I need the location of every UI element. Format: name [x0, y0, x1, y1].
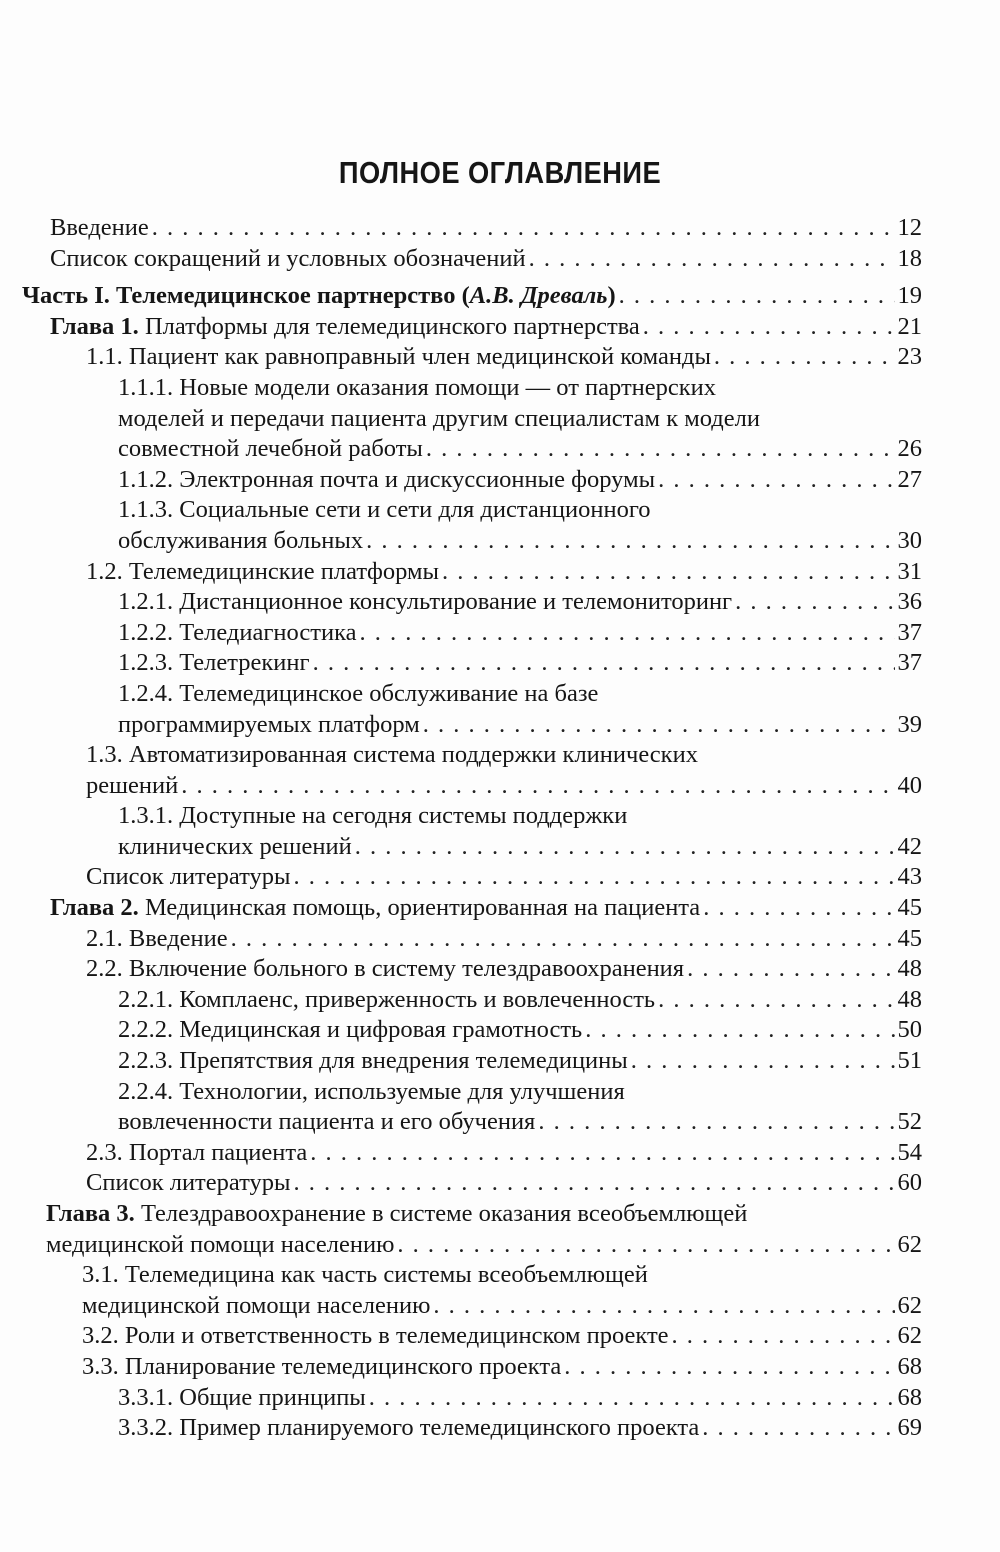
part-paren-close: )	[607, 282, 616, 310]
toc-entry	[0, 679, 1000, 740]
toc-entry	[0, 893, 1000, 924]
toc-entry	[0, 1321, 1000, 1352]
entry-text: Пример планируемого телемедицинского проекта	[179, 1414, 700, 1442]
dot-leader	[426, 434, 895, 465]
dot-leader	[369, 1383, 895, 1414]
dot-leader	[293, 1168, 894, 1199]
entry-text: медицинской помощи населению	[46, 1230, 395, 1258]
page-number: 37	[897, 618, 922, 646]
toc-entry	[0, 740, 1000, 801]
entry-text: Список литературы	[86, 863, 291, 891]
dot-leader	[231, 924, 895, 955]
entry-number: 1.3.1.	[118, 802, 174, 830]
page-number: 12	[897, 214, 922, 241]
entry-title	[86, 342, 711, 373]
entry-number: 1.2.	[86, 557, 123, 585]
page-number: 50	[897, 1016, 922, 1044]
page-number: 52	[897, 1108, 922, 1136]
toc-entry	[0, 373, 1000, 465]
entry-text: моделей и передачи пациента другим специалистам к модели	[118, 404, 760, 432]
toc-line	[0, 526, 1000, 557]
entry-number: 1.3.	[86, 741, 123, 769]
entry-title	[82, 1352, 561, 1383]
dot-leader	[714, 342, 895, 373]
dot-leader	[735, 587, 894, 618]
page-number: 62	[897, 1291, 922, 1319]
toc-line	[0, 954, 1000, 985]
dot-leader	[181, 771, 894, 802]
entry-title	[118, 404, 760, 435]
entry-number: 2.2.2.	[118, 1016, 174, 1044]
toc-entry	[0, 1199, 1000, 1260]
entry-text: Планирование телемедицинского проекта	[124, 1352, 562, 1380]
dot-leader	[702, 1413, 894, 1444]
entry-text: Общие принципы	[179, 1383, 366, 1411]
toc-line	[0, 1352, 1000, 1383]
entry-title	[118, 985, 655, 1016]
table-of-contents	[0, 213, 1000, 1444]
toc-line	[0, 342, 1000, 373]
toc-line	[0, 404, 1000, 435]
entry-text: Дистанционное консультирование и телемониторинг	[179, 588, 733, 616]
toc-line	[0, 1383, 1000, 1414]
part-author: А.В. Древаль	[469, 282, 608, 310]
entry-title	[118, 1015, 582, 1046]
entry-title	[118, 832, 352, 863]
page-number: 68	[897, 1352, 922, 1380]
entry-title	[118, 587, 732, 618]
toc-line	[0, 1107, 1000, 1138]
entry-number: Глава 2.	[50, 894, 139, 922]
page-number: 30	[897, 526, 922, 554]
toc-line	[0, 244, 1000, 275]
entry-text: Теледиагностика	[179, 618, 357, 646]
toc-line	[0, 312, 1000, 343]
entry-text: Социальные сети и сети для дистанционного	[179, 496, 651, 524]
entry-title	[118, 526, 363, 557]
entry-title: Список сокращений и условных обозначений	[50, 244, 526, 272]
entry-text: Доступные на сегодня системы поддержки	[179, 802, 628, 830]
entry-title	[86, 557, 439, 588]
toc-line	[0, 281, 1000, 312]
entry-number: 1.1.	[86, 343, 123, 371]
entry-text: Автоматизированная система поддержки клинических	[128, 741, 698, 769]
toc-entry-part	[0, 281, 1000, 312]
toc-entry	[0, 587, 1000, 618]
toc-entry	[0, 954, 1000, 985]
page-number: 36	[897, 588, 922, 616]
entry-number: 1.2.1.	[118, 588, 174, 616]
toc-line	[0, 1138, 1000, 1169]
toc-line	[0, 1199, 1000, 1230]
entry-title	[86, 771, 178, 802]
entry-text: Электронная почта и дискуссионные форумы	[179, 465, 656, 493]
entry-title: Введение	[50, 214, 149, 241]
entry-number: Глава 1.	[50, 312, 139, 340]
dot-leader	[687, 954, 894, 985]
entry-number: 1.1.2.	[118, 465, 174, 493]
entry-text: Пациент как равноправный член медицинской команды	[128, 343, 711, 371]
toc-line	[0, 1015, 1000, 1046]
entry-number: 2.3.	[86, 1138, 123, 1166]
toc-entry	[0, 312, 1000, 343]
entry-number: 2.2.	[86, 955, 123, 983]
dot-leader	[672, 1321, 895, 1352]
entry-text: Портал пациента	[128, 1138, 308, 1166]
entry-number: 2.2.4.	[118, 1077, 174, 1105]
entry-text: Медицинская и цифровая грамотность	[179, 1016, 583, 1044]
entry-title	[118, 1383, 366, 1414]
dot-leader	[442, 557, 895, 588]
entry-text: Роли и ответственность в телемедицинском проекте	[124, 1322, 669, 1350]
toc-line	[0, 434, 1000, 465]
entry-text: решений	[86, 771, 179, 799]
toc-line	[0, 710, 1000, 741]
toc-entry	[0, 1352, 1000, 1383]
dot-leader	[703, 893, 894, 924]
toc-line	[0, 893, 1000, 924]
entry-title	[46, 1199, 747, 1230]
entry-title	[86, 954, 684, 985]
dot-leader	[310, 1138, 894, 1169]
toc-entry	[0, 1383, 1000, 1414]
toc-entry	[0, 1168, 1000, 1199]
dot-leader	[619, 281, 895, 312]
toc-entry	[0, 1015, 1000, 1046]
toc-entry	[0, 557, 1000, 588]
entry-title	[118, 1413, 699, 1444]
entry-number: 1.1.1.	[118, 373, 174, 401]
page-number: 51	[897, 1047, 922, 1075]
page-number: 62	[897, 1322, 922, 1350]
dot-leader	[529, 244, 895, 275]
toc-line	[0, 465, 1000, 496]
entry-text: Телемедицинское обслуживание на базе	[179, 679, 599, 707]
page-number: 26	[897, 435, 922, 463]
entry-text: Новые модели оказания помощи — от партнерских	[179, 373, 717, 401]
toc-line	[0, 985, 1000, 1016]
toc-entry	[0, 1260, 1000, 1321]
entry-text: Медицинская помощь, ориентированная на пациента	[144, 894, 701, 922]
dot-leader	[658, 985, 894, 1016]
toc-entry	[0, 1138, 1000, 1169]
toc-line	[0, 1413, 1000, 1444]
entry-title	[118, 1046, 628, 1077]
toc-entry	[0, 1413, 1000, 1444]
entry-number: Глава 3.	[46, 1200, 135, 1227]
entry-text: Включение больного в систему телездравоохранения	[128, 955, 685, 983]
entry-title	[118, 495, 651, 526]
entry-title	[118, 710, 420, 741]
toc-line	[0, 862, 1000, 893]
page-title: ПОЛНОЕ ОГЛАВЛЕНИЕ	[338, 155, 662, 190]
dot-leader	[585, 1015, 894, 1046]
entry-text: Платформы для телемедицинского партнерства	[144, 312, 640, 340]
page-number: 54	[897, 1138, 922, 1166]
entry-title	[118, 434, 423, 465]
page-number: 62	[897, 1230, 922, 1258]
entry-text: Технологии, используемые для улучшения	[179, 1077, 625, 1105]
entry-title	[118, 679, 598, 710]
toc-line	[0, 1260, 1000, 1291]
toc-line	[0, 740, 1000, 771]
entry-title	[46, 1230, 394, 1261]
toc-entries	[0, 312, 1000, 1444]
page-number: 37	[897, 649, 922, 677]
entry-number: 3.1.	[82, 1261, 119, 1289]
toc-line	[0, 679, 1000, 710]
entry-text: совместной лечебной работы	[118, 435, 423, 463]
entry-text: программируемых платформ	[118, 710, 420, 738]
page-number: 40	[897, 771, 922, 799]
toc-line	[0, 1230, 1000, 1261]
page-number: 60	[897, 1169, 922, 1197]
toc-entry	[0, 465, 1000, 496]
dot-leader	[293, 862, 894, 893]
dot-leader	[152, 213, 895, 244]
dot-leader	[658, 465, 894, 496]
entry-text: Комплаенс, приверженность и вовлеченность	[179, 985, 656, 1013]
entry-title	[118, 465, 655, 496]
dot-leader	[397, 1230, 894, 1261]
dot-leader	[631, 1046, 895, 1077]
entry-text: клинических решений	[118, 832, 352, 860]
toc-line	[0, 801, 1000, 832]
entry-title	[50, 312, 640, 343]
page-number: 48	[897, 955, 922, 983]
dot-leader	[423, 710, 895, 741]
page-number: 21	[897, 312, 922, 340]
entry-title	[82, 1260, 648, 1291]
toc-entry	[0, 862, 1000, 893]
toc-entry	[0, 801, 1000, 862]
toc-line	[0, 587, 1000, 618]
page-number: 18	[897, 244, 922, 272]
part-heading	[22, 281, 616, 312]
entry-number: 1.2.4.	[118, 679, 174, 707]
toc-line	[0, 771, 1000, 802]
entry-title	[86, 924, 228, 955]
entry-title	[118, 1107, 535, 1138]
entry-title	[86, 740, 698, 771]
entry-text: Список литературы	[86, 1169, 291, 1197]
entry-number: 3.3.1.	[118, 1383, 174, 1411]
entry-number: 1.1.3.	[118, 496, 174, 524]
toc-entry	[0, 985, 1000, 1016]
page-number: 42	[897, 832, 922, 860]
dot-leader	[538, 1107, 894, 1138]
toc-entry-abbreviations	[0, 244, 1000, 275]
entry-number: 3.3.	[82, 1352, 119, 1380]
entry-text: вовлеченности пациента и его обучения	[118, 1108, 536, 1136]
entry-number: 2.2.3.	[118, 1047, 174, 1075]
entry-number: 2.1.	[86, 924, 123, 952]
dot-leader	[355, 832, 895, 863]
entry-text: Телетрекинг	[179, 649, 310, 677]
toc-entry-intro	[0, 213, 1000, 244]
entry-title	[82, 1321, 669, 1352]
page-number: 45	[897, 894, 922, 922]
entry-title	[118, 1077, 625, 1108]
page-number: 23	[897, 343, 922, 371]
toc-line	[0, 1321, 1000, 1352]
entry-text: Введение	[128, 924, 228, 952]
entry-text: Телездравоохранение в системе оказания всеобъемлющей	[140, 1200, 748, 1227]
entry-text: Телемедицинские платформы	[128, 557, 439, 585]
toc-entry	[0, 1046, 1000, 1077]
entry-title	[86, 862, 290, 893]
entry-title	[118, 373, 716, 404]
dot-leader	[643, 312, 895, 343]
entry-title	[118, 618, 357, 649]
entry-number: 1.2.2.	[118, 618, 174, 646]
toc-line	[0, 1046, 1000, 1077]
entry-title	[50, 893, 700, 924]
entry-text: обслуживания больных	[118, 526, 364, 554]
page-number: 68	[897, 1383, 922, 1411]
toc-line	[0, 213, 1000, 244]
entry-text: Телемедицина как часть системы всеобъемлющей	[124, 1261, 648, 1289]
entry-title	[118, 648, 310, 679]
toc-entry	[0, 618, 1000, 649]
page-number: 69	[897, 1414, 922, 1442]
entry-text: медицинской помощи населению	[82, 1291, 431, 1319]
dot-leader	[564, 1352, 894, 1383]
entry-number: 1.2.3.	[118, 649, 174, 677]
dot-leader	[366, 526, 894, 557]
entry-text: Препятствия для внедрения телемедицины	[179, 1047, 628, 1075]
toc-line	[0, 1168, 1000, 1199]
toc-line	[0, 1077, 1000, 1108]
dot-leader	[433, 1291, 894, 1322]
page-number: 43	[897, 863, 922, 891]
entry-title	[118, 801, 627, 832]
toc-entry	[0, 342, 1000, 373]
page-number: 19	[897, 282, 922, 310]
dot-leader	[360, 618, 895, 649]
entry-number: 2.2.1.	[118, 985, 174, 1013]
toc-entry	[0, 924, 1000, 955]
entry-title	[82, 1291, 430, 1322]
toc-line	[0, 832, 1000, 863]
entry-title	[86, 1168, 290, 1199]
toc-entry	[0, 495, 1000, 556]
page-number: 27	[897, 465, 922, 493]
page-number: 45	[897, 924, 922, 952]
toc-line	[0, 924, 1000, 955]
toc-line	[0, 1291, 1000, 1322]
entry-number: 3.2.	[82, 1322, 119, 1350]
toc-entry	[0, 1077, 1000, 1138]
toc-line	[0, 373, 1000, 404]
entry-number: 3.3.2.	[118, 1414, 174, 1442]
toc-line	[0, 648, 1000, 679]
page-number: 31	[897, 557, 922, 585]
dot-leader	[313, 648, 895, 679]
toc-line	[0, 618, 1000, 649]
part-label: Часть I. Телемедицинское партнерство	[22, 282, 456, 310]
toc-line	[0, 557, 1000, 588]
toc-line	[0, 495, 1000, 526]
entry-title	[86, 1138, 307, 1169]
page-number: 48	[897, 985, 922, 1013]
part-paren-open: (	[461, 282, 470, 310]
toc-entry	[0, 648, 1000, 679]
page-number: 39	[897, 710, 922, 738]
